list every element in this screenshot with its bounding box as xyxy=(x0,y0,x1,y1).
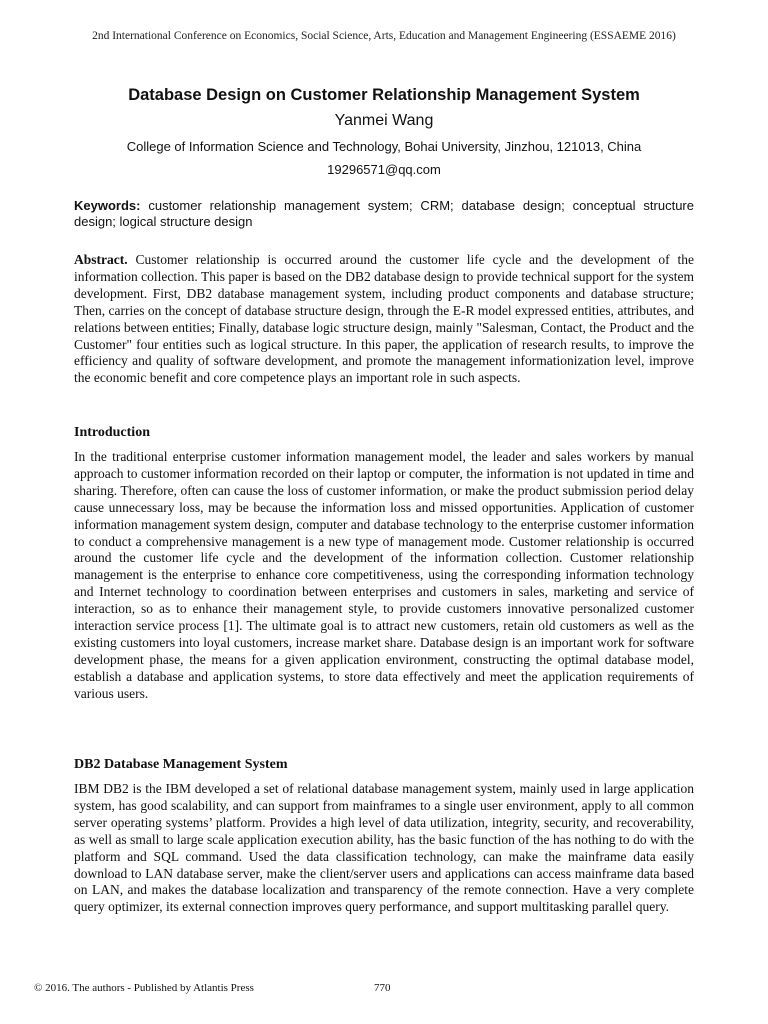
section-body-introduction: In the traditional enterprise customer information management model, the leader and sales workers by manual approach to customer information recorded on their laptop or computer, the information is not updated in time and sharing. Therefore, often can cause the loss of customer information, or make the product submission period delay cause unnecessary loss, may be because the information loss and missed opportunities. Application of customer information management system design, computer and database technology to the enterprise customer information to conduct a comprehensive management is a new type of management mode. Customer relationship is occurred around the customer life cycle and the development of the information collection. Customer relationship management is the enterprise to enhance core competitiveness, using the corresponding information technology and Internet technology to coordination between enterprises and customers in sales, marketing and service of interaction, so as to enhance their management style, to provide customers innovative personalized customer interaction service process [1]. The ultimate goal is to attract new customers, retain old customers as well as the existing customers into loyal customers, increase market share. Database design is an important work for software development phase, the means for a given application environment, constructing the optimal database model, establish a database and application systems, to store data effectively and meet the application requirements of various users. xyxy=(74,449,694,701)
paper-title: Database Design on Customer Relationship Management System xyxy=(128,86,640,104)
conference-header: 2nd International Conference on Economics, Social Science, Arts, Education and Management Engineering (ESSAEME 2016) xyxy=(92,30,676,42)
author-affiliation: College of Information Science and Technology, Bohai University, Jinzhou, 121013, China xyxy=(126,139,642,154)
abstract-label: Abstract. xyxy=(74,252,128,267)
author-name: Yanmei Wang xyxy=(334,112,434,129)
abstract xyxy=(74,252,694,387)
footer-page-number: 770 xyxy=(374,982,391,994)
keywords-text: customer relationship management system; CRM; database design; conceptual structure design; logical structure design xyxy=(74,198,694,229)
footer-copyright: © 2016. The authors - Published by Atlantis Press xyxy=(34,982,254,994)
author-email: 19296571@qq.com xyxy=(327,162,441,177)
abstract-text: Customer relationship is occurred around the customer life cycle and the development of the information collection. This paper is based on the DB2 database design to provide technical support for the system development. First, DB2 database management system, including product components and database structure; Then, carries on the concept of database structure design, through the E-R model expressed entities, attributes, and relations between entities; Finally, database logic structure design, mainly "Salesman, Contact, the Product and the Customer" four entities such as logical structure. In this paper, the application of research results, to improve the efficiency and quality of software development, and promote the management informationization level, improve the economic benefit and core competence plays an important role in such aspects. xyxy=(74,252,694,386)
section-heading-introduction: Introduction xyxy=(74,425,150,440)
keywords-label: Keywords: xyxy=(74,198,141,213)
section-heading-db2: DB2 Database Management System xyxy=(74,757,288,772)
keywords xyxy=(74,198,694,230)
section-body-db2: IBM DB2 is the IBM developed a set of relational database management system, mainly used in large application system, has good scalability, and can support from mainframes to a single user environment, apply to all common server operating systems’ platform. Provides a high level of data utilization, integrity, security, and recoverability, as well as small to large scale application execution ability, has the basic function of the has nothing to do with the platform and SQL command. Used the data classification technology, can make the mainframe data easily download to LAN database server, make the client/server users and applications can access mainframe data based on LAN, and makes the database localization and transparency of the remote connection. Have a very complete query optimizer, its external connection improves query performance, and support multitasking parallel query. xyxy=(74,781,694,915)
